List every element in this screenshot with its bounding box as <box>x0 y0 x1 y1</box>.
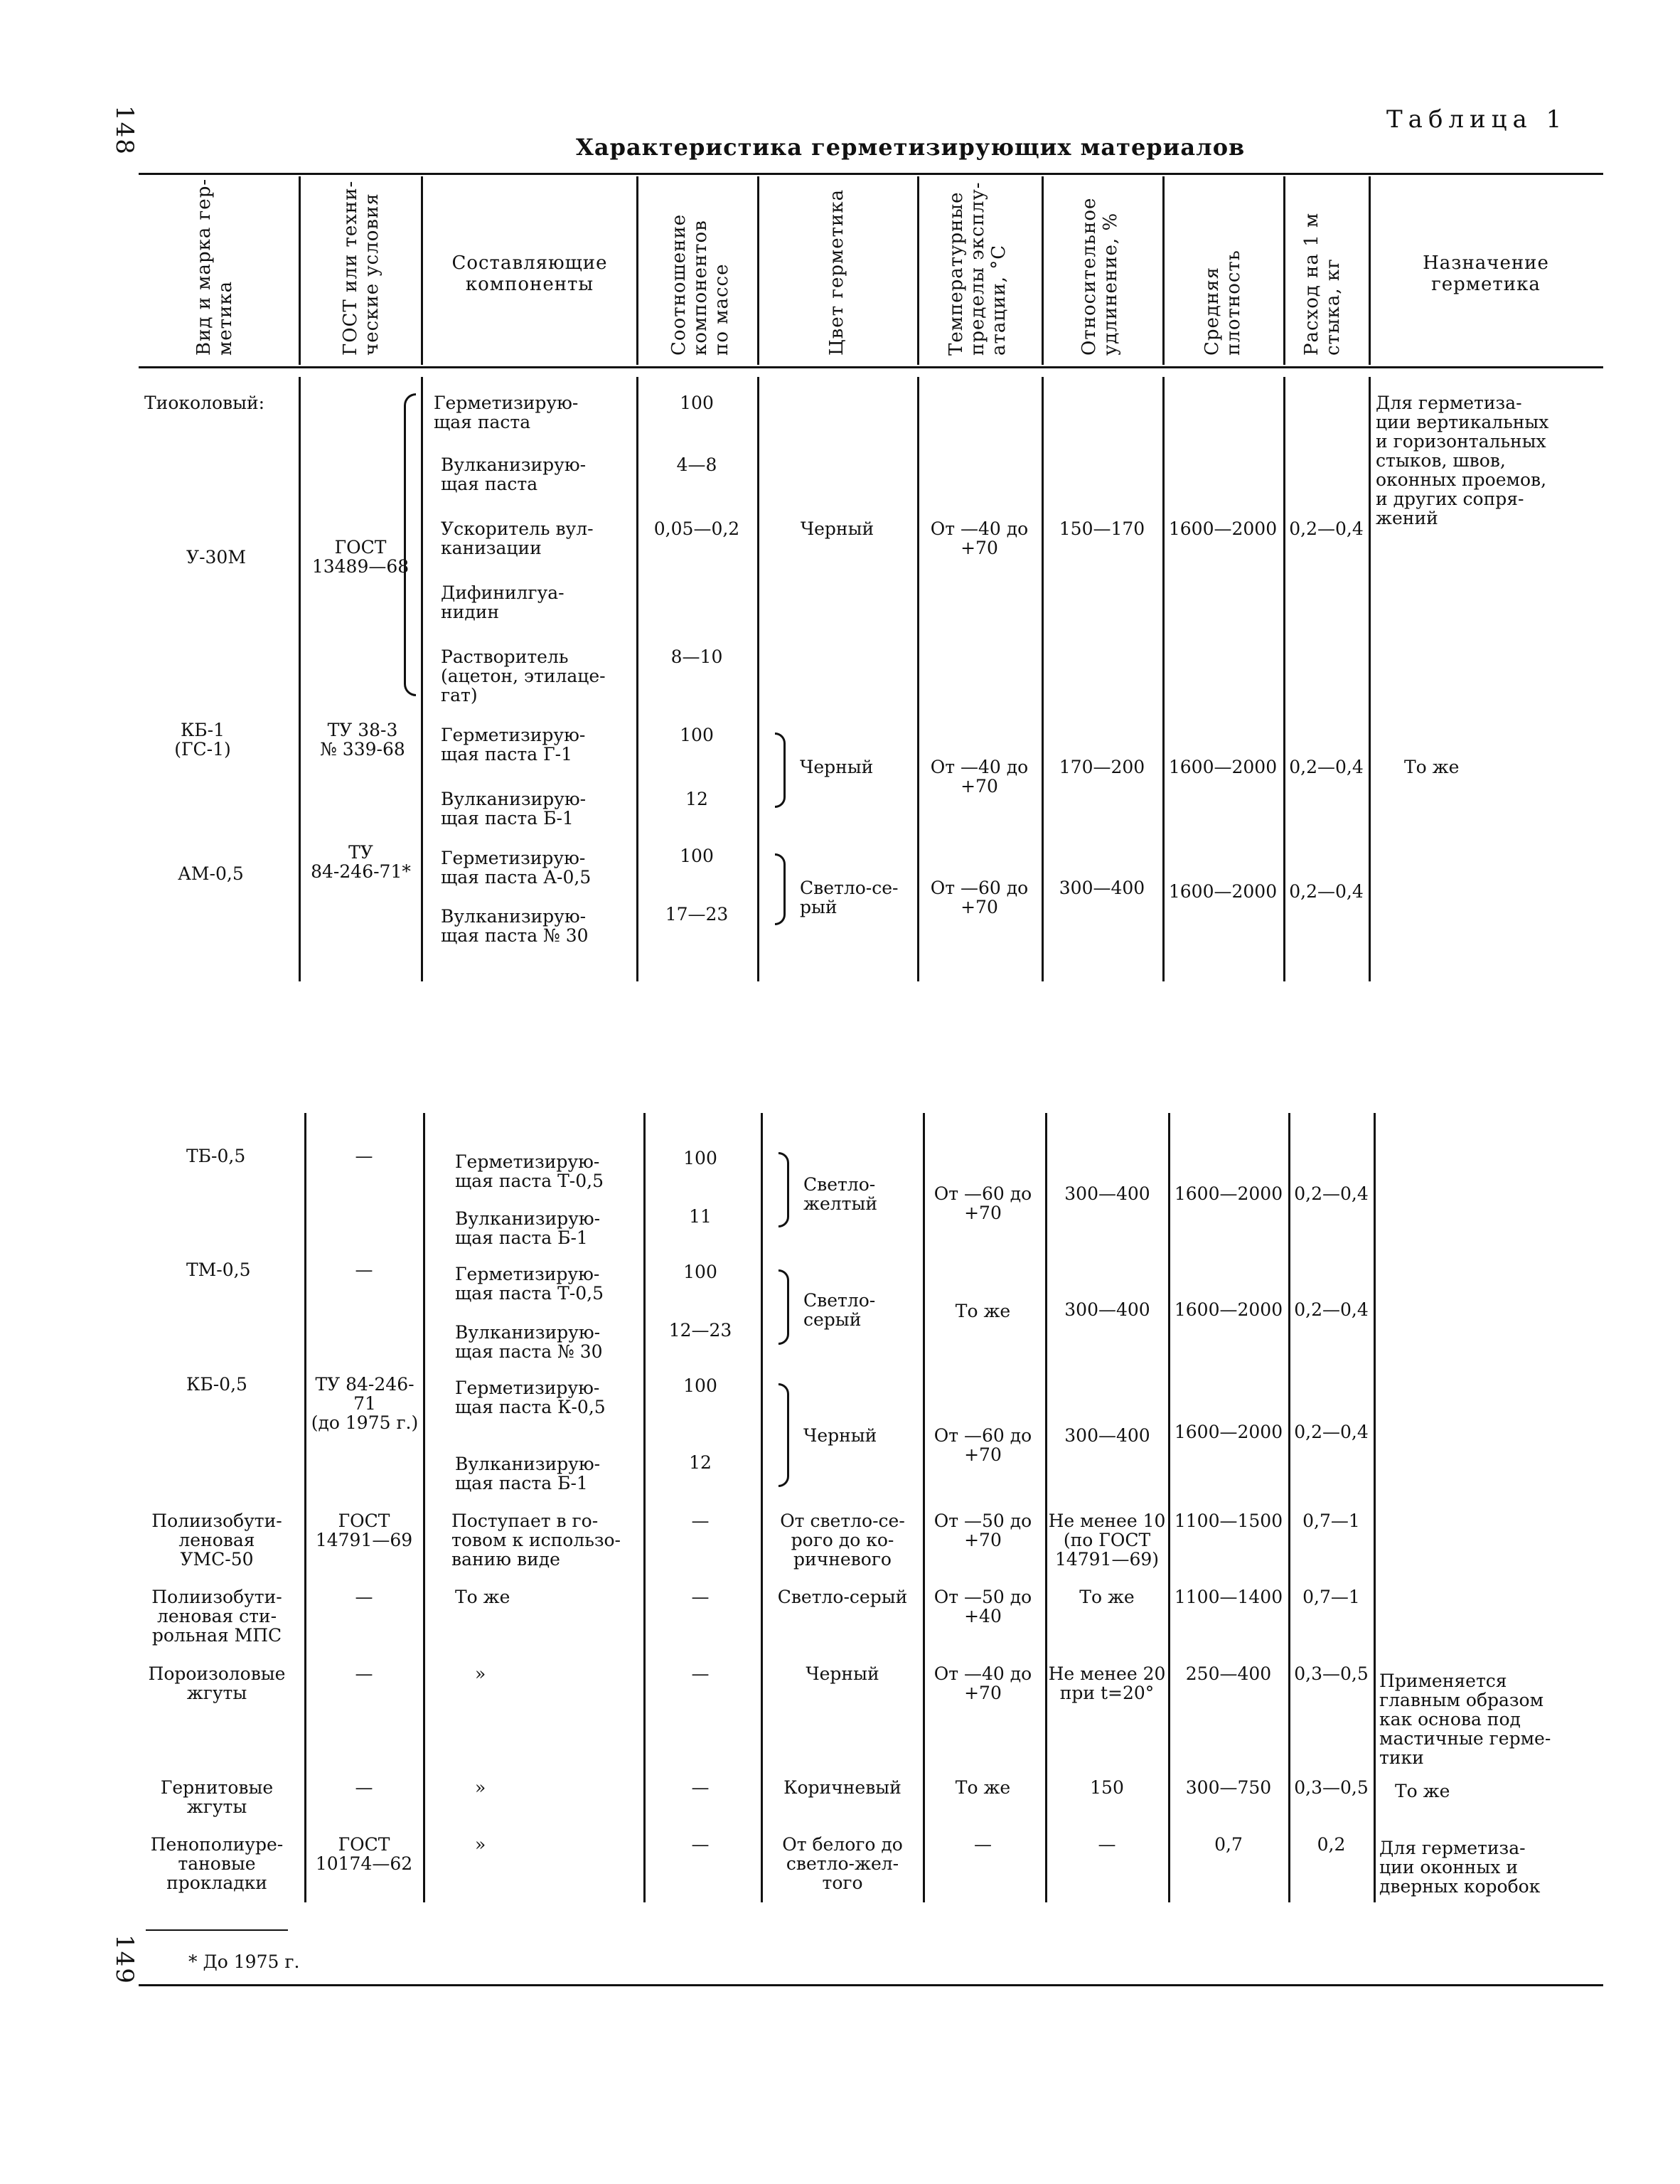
am05-density: 1600—2000 <box>1168 881 1278 902</box>
kb05-ratio-1: 100 <box>683 1375 717 1396</box>
mps-consumption: 0,7—1 <box>1302 1587 1360 1607</box>
header-temp: Температурные пределы эксплу- атации, °С <box>946 181 1010 356</box>
kb1-color: Черный <box>800 757 874 777</box>
col-sep <box>636 377 638 981</box>
u30m-ratio-2: 4—8 <box>676 454 717 475</box>
table-title: Характеристика герметизирующих материалов <box>576 134 1246 161</box>
kb05-temp: От —60 до +70 <box>933 1425 1032 1465</box>
col-sep <box>1374 1113 1376 1902</box>
kb1-comp-2: Вулканизирую- щая паста Б-1 <box>441 789 587 829</box>
gernit-density: 300—750 <box>1185 1777 1272 1798</box>
ums50-ratio: — <box>691 1511 710 1531</box>
table-label: Таблица 1 <box>1386 105 1568 134</box>
tb05-comp-1: Герметизирую- щая паста Т-0,5 <box>455 1151 604 1191</box>
tm05-ratio-1: 100 <box>683 1262 717 1282</box>
u30m-comp-3: Ускоритель вул- канизации <box>441 518 594 558</box>
tb05-consumption: 0,2—0,4 <box>1294 1183 1369 1204</box>
tm05-gost: — <box>355 1259 373 1280</box>
col-sep <box>423 1113 425 1902</box>
ums50-components: Поступает в го- товом к использо- ванию виде <box>451 1511 621 1570</box>
header-components: Составляющие компоненты <box>451 252 608 295</box>
hdr-sep <box>757 176 759 365</box>
porous-purpose: Применяется главным образом как основа под мастичные герме- тики <box>1379 1671 1551 1768</box>
tm05-ratio-2: 12—23 <box>668 1320 732 1341</box>
porous-ratio: — <box>691 1663 710 1684</box>
ppu-temp: — <box>974 1834 992 1855</box>
tm05-consumption: 0,2—0,4 <box>1294 1299 1369 1320</box>
tb05-name: ТБ-0,5 <box>186 1146 246 1166</box>
kb05-brace <box>779 1383 789 1487</box>
porous-consumption: 0,3—0,5 <box>1294 1663 1369 1684</box>
footnote-rule <box>146 1929 288 1931</box>
mps-elong: То же <box>1079 1587 1135 1607</box>
am05-brace <box>775 853 786 925</box>
u30m-ratio-4: 8—10 <box>670 646 723 667</box>
tm05-comp-1: Герметизирую- щая паста Т-0,5 <box>455 1264 604 1304</box>
u30m-consumption: 0,2—0,4 <box>1289 518 1364 539</box>
header-ratio: Соотношение компонентов по массе <box>668 213 732 356</box>
kb1-brace <box>775 733 786 808</box>
kb1-gost: ТУ 38-3 № 339-68 <box>320 720 405 760</box>
kb1-density: 1600—2000 <box>1168 757 1278 777</box>
am05-gost: ТУ 84-246-71* <box>311 842 411 882</box>
header-elong: Относительное удлинение, % <box>1079 197 1121 356</box>
am05-color: Светло-се- рый <box>800 878 899 917</box>
hdr-sep <box>917 176 919 365</box>
kb1-elong: 170—200 <box>1059 757 1145 777</box>
am05-elong: 300—400 <box>1059 878 1145 898</box>
gernit-consumption: 0,3—0,5 <box>1294 1777 1369 1798</box>
tm05-name: ТМ-0,5 <box>186 1259 251 1280</box>
ppu-name: Пенополиуре- тановые прокладки <box>150 1834 284 1893</box>
u30m-purpose: Для герметиза- ции вертикальных и горизонтальных стыков, швов, оконных проемов, и других сопря- жений <box>1376 393 1549 528</box>
col-sep <box>421 377 423 981</box>
tb05-gost: — <box>355 1146 373 1166</box>
u30m-comp-2: Вулканизирую- щая паста <box>441 454 587 494</box>
gernit-gost: — <box>355 1777 373 1798</box>
col-sep <box>1168 1113 1170 1902</box>
u30m-density: 1600—2000 <box>1168 518 1278 539</box>
kb05-consumption: 0,2—0,4 <box>1294 1422 1369 1442</box>
kb1-ratio-1: 100 <box>680 725 714 745</box>
col-sep <box>1162 377 1165 981</box>
hdr-sep <box>1042 176 1044 365</box>
ums50-color: От светло-се- рого до ко- ричневого <box>780 1511 905 1570</box>
kb05-name: КБ-0,5 <box>186 1374 247 1395</box>
header-top-rule <box>139 173 1603 175</box>
ppu-gost: ГОСТ 10174—62 <box>315 1834 413 1874</box>
u30m-color: Черный <box>800 518 874 539</box>
header-purpose: Назначение герметика <box>1423 252 1549 295</box>
tm05-density: 1600—2000 <box>1174 1299 1283 1320</box>
ums50-temp: От —50 до +70 <box>933 1511 1032 1550</box>
ppu-components: » <box>475 1834 486 1855</box>
gernit-name: Гернитовые жгуты <box>160 1777 274 1817</box>
am05-comp-2: Вулканизирую- щая паста № 30 <box>441 906 589 946</box>
hdr-sep <box>1162 176 1165 365</box>
header-consumption: Расход на 1 м стыка, кг <box>1301 212 1344 356</box>
am05-consumption: 0,2—0,4 <box>1289 881 1364 902</box>
ums50-name: Полиизобути- леновая УМС-50 <box>151 1511 282 1570</box>
am05-name: АМ-0,5 <box>178 863 244 884</box>
ums50-consumption: 0,7—1 <box>1302 1511 1360 1531</box>
mps-density: 1100—1400 <box>1174 1587 1283 1607</box>
tm05-color: Светло- серый <box>803 1290 876 1330</box>
group-label-thiokol: Тиоколовый: <box>144 393 265 413</box>
header-bottom-rule <box>139 366 1603 368</box>
am05-ratio-1: 100 <box>680 846 714 866</box>
header-gost: ГОСТ или техни- ческие условия <box>340 180 382 356</box>
gernit-elong: 150 <box>1090 1777 1124 1798</box>
ppu-purpose: Для герметиза- ции оконных и дверных коробок <box>1379 1838 1541 1897</box>
header-kind: Вид и марка гер- метика <box>193 178 236 356</box>
hdr-sep <box>636 176 638 365</box>
mps-color: Светло-серый <box>777 1587 908 1607</box>
porous-density: 250—400 <box>1185 1663 1272 1684</box>
ppu-elong: — <box>1098 1834 1116 1855</box>
footnote: * До 1975 г. <box>188 1951 300 1972</box>
header-density: Средняя плотность <box>1202 250 1244 356</box>
gernit-ratio: — <box>691 1777 710 1798</box>
ppu-ratio: — <box>691 1834 710 1855</box>
ppu-consumption: 0,2 <box>1317 1834 1346 1855</box>
mps-name: Полиизобути- леновая сти- рольная МПС <box>151 1587 282 1646</box>
ppu-density: 0,7 <box>1214 1834 1243 1855</box>
tm05-temp: То же <box>955 1301 1011 1321</box>
ums50-gost: ГОСТ 14791—69 <box>315 1511 413 1550</box>
mps-gost: — <box>355 1587 373 1607</box>
gernit-color: Коричневый <box>783 1777 901 1798</box>
kb1-consumption: 0,2—0,4 <box>1289 757 1364 777</box>
kb05-comp-2: Вулканизирую- щая паста Б-1 <box>455 1454 601 1493</box>
hdr-sep <box>421 176 423 365</box>
u30m-comp-5: Растворитель (ацетон, этилаце- гат) <box>441 646 606 705</box>
ums50-density: 1100—1500 <box>1174 1511 1283 1531</box>
gernit-purpose: То же <box>1395 1781 1450 1801</box>
col-sep <box>1042 377 1044 981</box>
u30m-ratio-3: 0,05—0,2 <box>653 518 740 539</box>
col-sep <box>299 377 301 981</box>
porous-color: Черный <box>806 1663 879 1684</box>
porous-temp: От —40 до +70 <box>933 1663 1032 1703</box>
kb05-density: 1600—2000 <box>1174 1422 1283 1442</box>
tm05-brace <box>779 1269 789 1345</box>
kb1-purpose: То же <box>1404 757 1460 777</box>
kb1-ratio-2: 12 <box>685 789 708 809</box>
kb05-ratio-2: 12 <box>689 1452 712 1473</box>
tb05-brace <box>779 1152 789 1227</box>
header-color: Цвет герметика <box>826 188 847 356</box>
col-sep <box>757 377 759 981</box>
kb05-elong: 300—400 <box>1064 1425 1150 1446</box>
u30m-comp-1: Герметизирую- щая паста <box>434 393 579 432</box>
tb05-ratio-2: 11 <box>689 1206 712 1227</box>
gernit-components: » <box>475 1777 486 1798</box>
hdr-sep <box>1369 176 1371 365</box>
mps-components: То же <box>455 1587 510 1607</box>
kb05-gost: ТУ 84-246- 71 (до 1975 г.) <box>311 1374 419 1433</box>
kb05-comp-1: Герметизирую- щая паста К-0,5 <box>455 1378 606 1417</box>
kb1-temp: От —40 до +70 <box>930 757 1029 797</box>
u30m-gost: ГОСТ 13489—68 <box>311 537 410 577</box>
am05-temp: От —60 до +70 <box>930 878 1029 917</box>
kb1-name: КБ-1 (ГС-1) <box>174 720 231 760</box>
col-sep <box>1369 377 1371 981</box>
am05-ratio-2: 17—23 <box>665 904 729 925</box>
page-number-bottom: 149 <box>110 1934 139 1985</box>
u30m-comp-4: Дифинилгуа- нидин <box>441 582 565 622</box>
u30m-gost-brace <box>404 393 416 696</box>
u30m-name: У-30М <box>186 547 246 568</box>
tb05-temp: От —60 до +70 <box>933 1183 1032 1223</box>
mps-ratio: — <box>691 1587 710 1607</box>
tb05-color: Светло- желтый <box>803 1174 878 1214</box>
hdr-sep <box>299 176 301 365</box>
mps-temp: От —50 до +40 <box>933 1587 1032 1626</box>
kb1-comp-1: Герметизирую- щая паста Г-1 <box>441 725 586 765</box>
tm05-elong: 300—400 <box>1064 1299 1150 1320</box>
col-sep <box>761 1113 763 1902</box>
hdr-sep <box>1283 176 1285 365</box>
ums50-elong: Не менее 10 (по ГОСТ 14791—69) <box>1048 1511 1166 1570</box>
page-number-top: 148 <box>110 105 139 156</box>
tb05-elong: 300—400 <box>1064 1183 1150 1204</box>
porous-components: » <box>475 1663 486 1684</box>
gernit-temp: То же <box>955 1777 1011 1798</box>
tm05-comp-2: Вулканизирую- щая паста № 30 <box>455 1322 603 1362</box>
kb05-color: Черный <box>803 1425 877 1446</box>
u30m-temp: От —40 до +70 <box>930 518 1029 558</box>
am05-comp-1: Герметизирую- щая паста А-0,5 <box>441 848 592 888</box>
col-sep <box>917 377 919 981</box>
tb05-comp-2: Вулканизирую- щая паста Б-1 <box>455 1208 601 1248</box>
page-bottom-rule <box>139 1984 1603 1986</box>
porous-gost: — <box>355 1663 373 1684</box>
ppu-color: От белого до светло-жел- того <box>782 1834 903 1893</box>
tb05-density: 1600—2000 <box>1174 1183 1283 1204</box>
tb05-ratio-1: 100 <box>683 1148 717 1168</box>
u30m-ratio-1: 100 <box>680 393 714 413</box>
porous-name: Пороизоловые жгуты <box>148 1663 286 1703</box>
col-sep <box>304 1113 306 1902</box>
porous-elong: Не менее 20 при t=20° <box>1048 1663 1166 1703</box>
u30m-elong: 150—170 <box>1059 518 1145 539</box>
